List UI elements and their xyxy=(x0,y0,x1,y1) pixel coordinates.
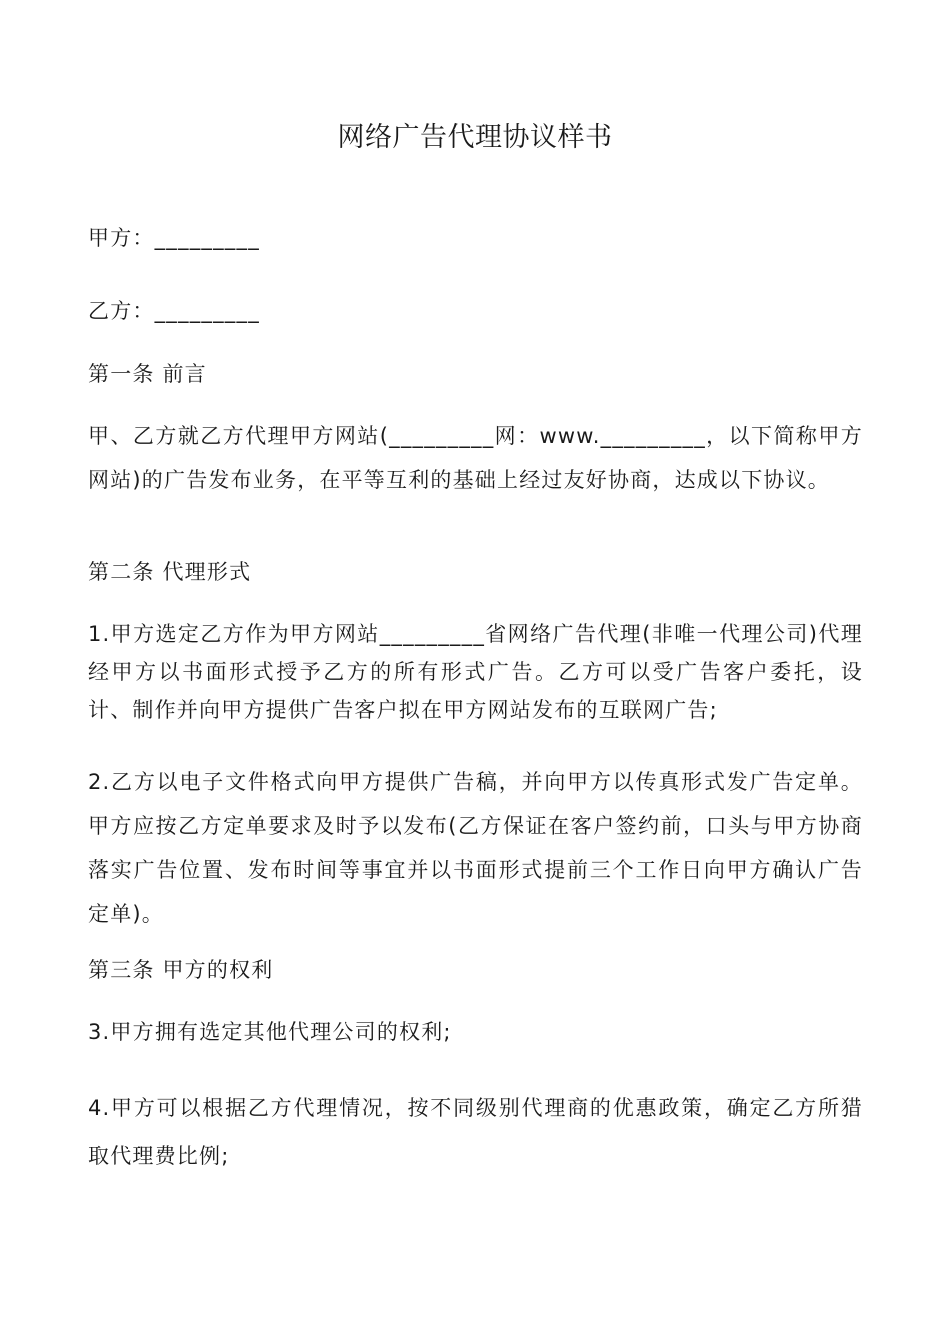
clause-3-text: 3.甲方拥有选定其他代理公司的权利; xyxy=(88,1020,452,1044)
party-a-line: 甲方：_________ xyxy=(88,226,260,250)
article-1-text: 甲、乙方就乙方代理甲方网站(_________网：www._________，以下简称甲方网站)的广告发布业务，在平等互利的基础上经过友好协商，达成以下协议。 xyxy=(88,424,863,492)
article-1-heading: 第一条 前言 xyxy=(88,362,207,386)
party-b-line: 乙方：_________ xyxy=(88,299,260,323)
clause-2-text: 2.乙方以电子文件格式向甲方提供广告稿，并向甲方以传真形式发广告定单。甲方应按乙方定单要求及时予以发布(乙方保证在客户签约前，口头与甲方协商落实广告位置、发布时间等事宜并以书面形式提前三个工作日向甲方确认广告定单)。 xyxy=(88,770,863,926)
document-title: 网络广告代理协议样书 xyxy=(337,122,613,153)
clause-1-text: 1.甲方选定乙方作为甲方网站_________省网络广告代理(非唯一代理公司)代理经甲方以书面形式授予乙方的所有形式广告。乙方可以受广告客户委托，设计、制作并向甲方提供广告客户拟在甲方网站发布的互联网广告; xyxy=(88,622,863,722)
article-3-heading: 第三条 甲方的权利 xyxy=(88,958,274,982)
clause-4-text: 4.甲方可以根据乙方代理情况，按不同级别代理商的优惠政策，确定乙方所猎取代理费比例; xyxy=(88,1096,863,1168)
article-2-heading: 第二条 代理形式 xyxy=(88,560,252,584)
